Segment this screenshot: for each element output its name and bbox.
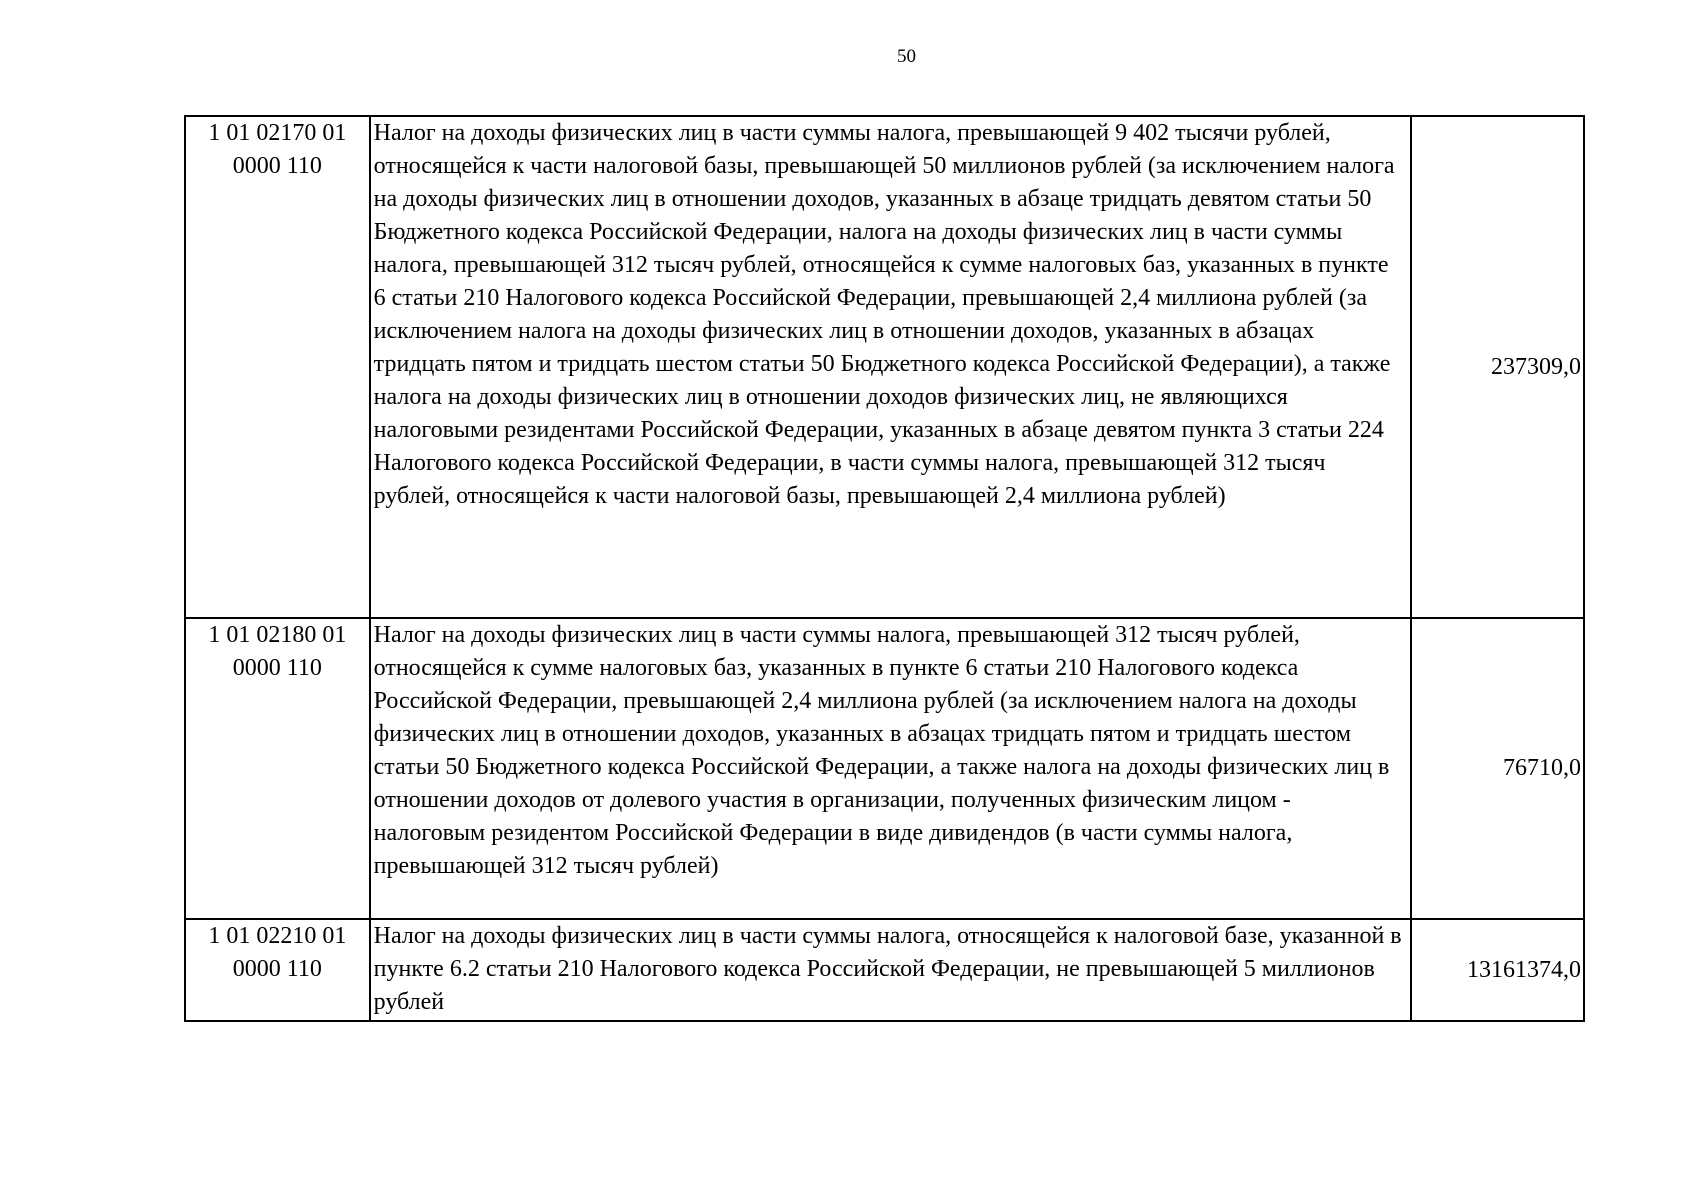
classification-code-cell	[185, 618, 370, 919]
description-cell: Налог на доходы физических лиц в части суммы налога, относящейся к налоговой базе, указанной в пункте 6.2 статьи 210 Налогового кодекса Российской Федерации, не превышающей 5 миллионов рублей	[370, 919, 1412, 1021]
table-row	[185, 116, 1584, 618]
page-number: 50	[897, 46, 916, 67]
description-cell: Налог на доходы физических лиц в части суммы налога, превышающей 9 402 тысячи рублей, относящейся к части налоговой базы, превышающей 50 миллионов рублей (за исключением налога на доходы физических лиц в отношении доходов, указанных в абзаце тридцать девятом статьи 50 Бюджетного кодекса Российской Федерации, налога на доходы физических лиц в части суммы налога, превышающей 312 тысяч рублей, относящейся к сумме налоговых баз, указанных в пункте 6 статьи 210 Налогового кодекса Российской Федерации, превышающей 2,4 миллиона рублей (за исключением налога на доходы физических лиц в отношении доходов, указанных в абзацах тридцать пятом и тридцать шестом статьи 50 Бюджетного кодекса Российской Федерации), а также налога на доходы физических лиц в отношении доходов физических лиц, не являющихся налоговыми резидентами Российской Федерации, указанных в абзаце девятом пункта 3 статьи 224 Налогового кодекса Российской Федерации, в части суммы налога, превышающей 312 тысяч рублей, относящейся к части налоговой базы, превышающей 2,4 миллиона рублей)	[370, 116, 1412, 618]
classification-code-part: 0000 110	[232, 655, 322, 681]
classification-code-cell	[185, 116, 370, 618]
classification-code-part: 1 01 02180 01	[208, 622, 347, 648]
amount-cell: 237309,0	[1411, 116, 1584, 618]
classification-code-cell	[185, 919, 370, 1021]
description-cell: Налог на доходы физических лиц в части суммы налога, превышающей 312 тысяч рублей, относящейся к сумме налоговых баз, указанных в пункте 6 статьи 210 Налогового кодекса Российской Федерации, превышающей 2,4 миллиона рублей (за исключением налога на доходы физических лиц в отношении доходов, указанных в абзацах тридцать пятом и тридцать шестом статьи 50 Бюджетного кодекса Российской Федерации, а также налога на доходы физических лиц в отношении доходов от долевого участия в организации, полученных физическим лицом - налоговым резидентом Российской Федерации в виде дивидендов (в части суммы налога, превышающей 312 тысяч рублей)	[370, 618, 1412, 919]
budget-revenue-table	[184, 115, 1585, 1022]
amount-cell: 13161374,0	[1411, 919, 1584, 1021]
classification-code-part: 0000 110	[232, 956, 322, 982]
classification-code-part: 1 01 02210 01	[208, 923, 347, 949]
classification-code-part: 1 01 02170 01	[208, 120, 347, 146]
classification-code-part: 0000 110	[232, 153, 322, 179]
table-row	[185, 618, 1584, 919]
table-row	[185, 919, 1584, 1021]
amount-cell: 76710,0	[1411, 618, 1584, 919]
